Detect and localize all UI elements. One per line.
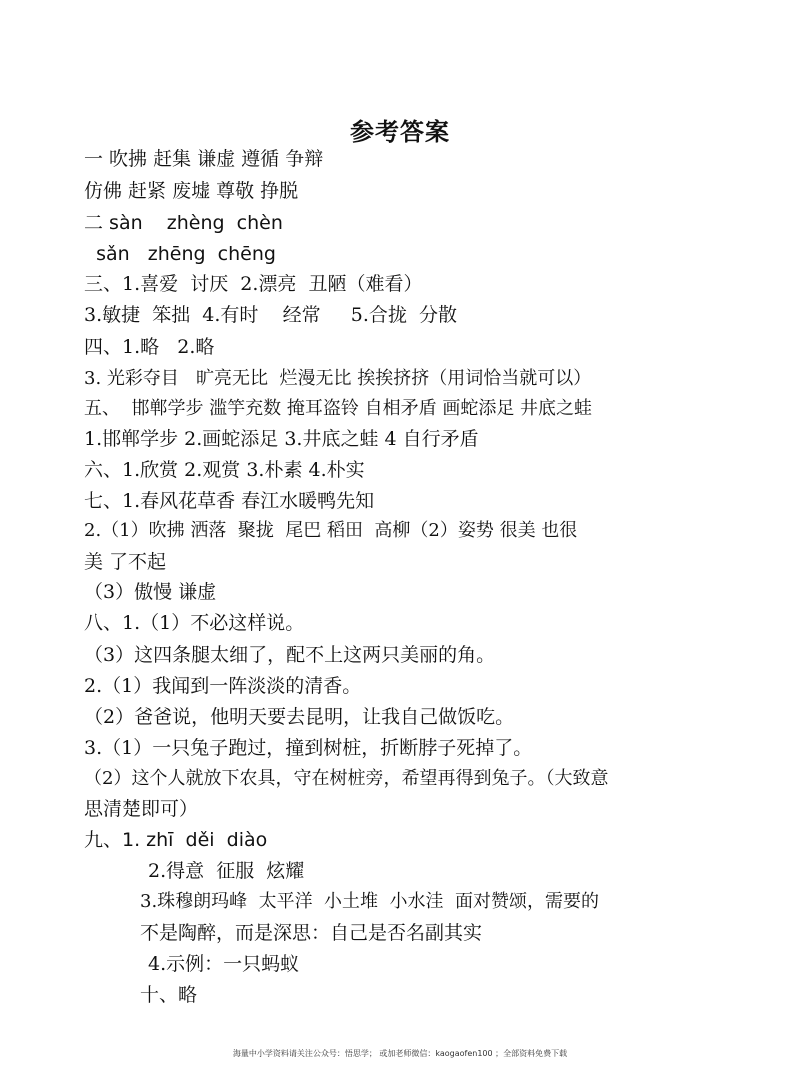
answer-line-4: sǎn zhēng chēng bbox=[84, 243, 276, 265]
answer-line-22: 思清楚即可） bbox=[84, 798, 199, 820]
answer-line-20: 3.（1）一只兔子跑过，撞到树桩，折断脖子死掉了。 bbox=[84, 737, 533, 759]
answer-line-18: 2.（1）我闻到一阵淡淡的清香。 bbox=[84, 675, 362, 697]
answer-line-21: （2）这个人就放下农具，守在树桩旁，希望再得到兔子。（大致意 bbox=[84, 768, 609, 789]
answer-line-12: 七、1.春风花草香 春江水暖鸭先知 bbox=[84, 490, 375, 512]
answer-line-25: 3.珠穆朗玛峰 太平洋 小土堆 小水洼 面对赞颂，需要的 bbox=[140, 891, 599, 912]
answer-line-10: 1.邯郸学步 2.画蛇添足 3.井底之蛙 4 自行矛盾 bbox=[84, 428, 479, 450]
answer-line-28: 十、略 bbox=[140, 984, 198, 1006]
answer-line-16: 八、1.（1）不必这样说。 bbox=[84, 612, 305, 634]
page-footer: 海量中小学资料请关注公众号：悟思学； 或加老师微信：kaogaofen100 ；全部资料免费下载 bbox=[232, 1049, 568, 1058]
answer-line-15: （3）傲慢 谦虚 bbox=[84, 581, 217, 603]
answer-line-23: 九、1. zhī děi diào bbox=[84, 829, 268, 851]
answer-line-7: 四、1.略 2.略 bbox=[84, 336, 215, 358]
page-title: 参考答案 bbox=[350, 118, 450, 146]
answer-line-3: 二 sàn zhèng chèn bbox=[84, 212, 283, 234]
answer-line-26: 不是陶醉，而是深思：自己是否名副其实 bbox=[140, 922, 483, 944]
answer-line-24: 2.得意 征服 炫耀 bbox=[148, 860, 305, 882]
answer-line-1: 一 吹拂 赶集 谦虚 遵循 争辩 bbox=[84, 148, 324, 170]
answer-line-8: 3. 光彩夺目 旷亮无比 烂漫无比 挨挨挤挤（用词恰当就可以） bbox=[84, 368, 592, 389]
answer-line-13: 2.（1）吹拂 洒落 聚拢 尾巴 稻田 高柳（2）姿势 很美 也很 bbox=[84, 520, 578, 541]
answer-line-27: 4.示例：一只蚂蚁 bbox=[148, 953, 300, 975]
answer-line-14: 美 了不起 bbox=[84, 551, 167, 573]
answer-line-2: 仿佛 赶紧 废墟 尊敬 挣脱 bbox=[84, 180, 299, 202]
answer-line-17: （3）这四条腿太细了，配不上这两只美丽的角。 bbox=[84, 644, 496, 666]
answer-line-5: 三、1.喜爱 讨厌 2.漂亮 丑陋（难看） bbox=[84, 273, 423, 295]
answer-line-11: 六、1.欣赏 2.观赏 3.朴素 4.朴实 bbox=[84, 459, 365, 481]
answer-line-19: （2）爸爸说，他明天要去昆明，让我自己做饭吃。 bbox=[84, 706, 515, 728]
answer-line-9: 五、 邯郸学步 滥竽充数 掩耳盗铃 自相矛盾 画蛇添足 井底之蛙 bbox=[84, 398, 593, 419]
answer-line-6: 3.敏捷 笨拙 4.有时 经常 5.合拢 分散 bbox=[84, 304, 457, 326]
